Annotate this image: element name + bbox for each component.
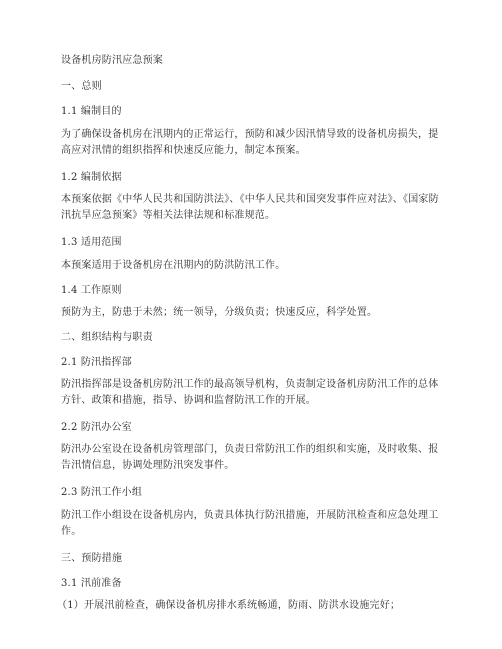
paragraph-scope: 本预案适用于设备机房在汛期内的防洪防汛工作。 — [61, 260, 286, 271]
paragraph-command: 防汛指挥部是设备机房防汛工作的最高领导机构，负责制定设备机房防汛工作的总体方针、政策和措施，指导、协调和监督防汛工作的开展。 — [61, 379, 439, 406]
paragraph-principles: 预防为主，防患于未然；统一领导，分级负责；快速反应，科学处置。 — [61, 307, 378, 318]
paragraph-preparation: （1）开展汛前检查，确保设备机房排水系统畅通，防雨、防洪水设施完好； — [57, 600, 401, 611]
subheading-purpose: 1.1 编制目的 — [61, 106, 122, 117]
paragraph-office: 防汛办公室设在设备机房管理部门，负责日常防汛工作的组织和实施，及时收集、报告汛情信息，协调处理防汛突发事件。 — [61, 444, 439, 471]
subheading-basis: 1.2 编制依据 — [61, 172, 122, 183]
paragraph-purpose: 为了确保设备机房在汛期内的正常运行，预防和减少因汛情导致的设备机房损失，提高应对汛情的组织指挥和快速反应能力，制定本预案。 — [61, 129, 439, 156]
section-heading-general: 一、总则 — [61, 81, 102, 92]
subheading-command: 2.1 防汛指挥部 — [61, 357, 132, 368]
subheading-workgroup: 2.3 防汛工作小组 — [61, 487, 143, 498]
subheading-scope: 1.3 适用范围 — [61, 237, 122, 248]
document-title: 设备机房防汛应急预案 — [61, 55, 163, 66]
section-heading-organization: 二、组织结构与职责 — [61, 332, 153, 343]
paragraph-basis: 本预案依据《中华人民共和国防洪法》、《中华人民共和国突发事件应对法》、《国家防汛抗旱应急预案》等相关法律法规和标准规范。 — [61, 194, 439, 221]
subheading-principles: 1.4 工作原则 — [61, 285, 122, 296]
section-heading-prevention: 三、预防措施 — [61, 553, 123, 564]
paragraph-workgroup: 防汛工作小组设在设备机房内，负责具体执行防汛措施，开展防汛检查和应急处理工作。 — [61, 510, 439, 537]
subheading-office: 2.2 防汛办公室 — [61, 422, 132, 433]
subheading-preparation: 3.1 汛前准备 — [61, 578, 122, 589]
